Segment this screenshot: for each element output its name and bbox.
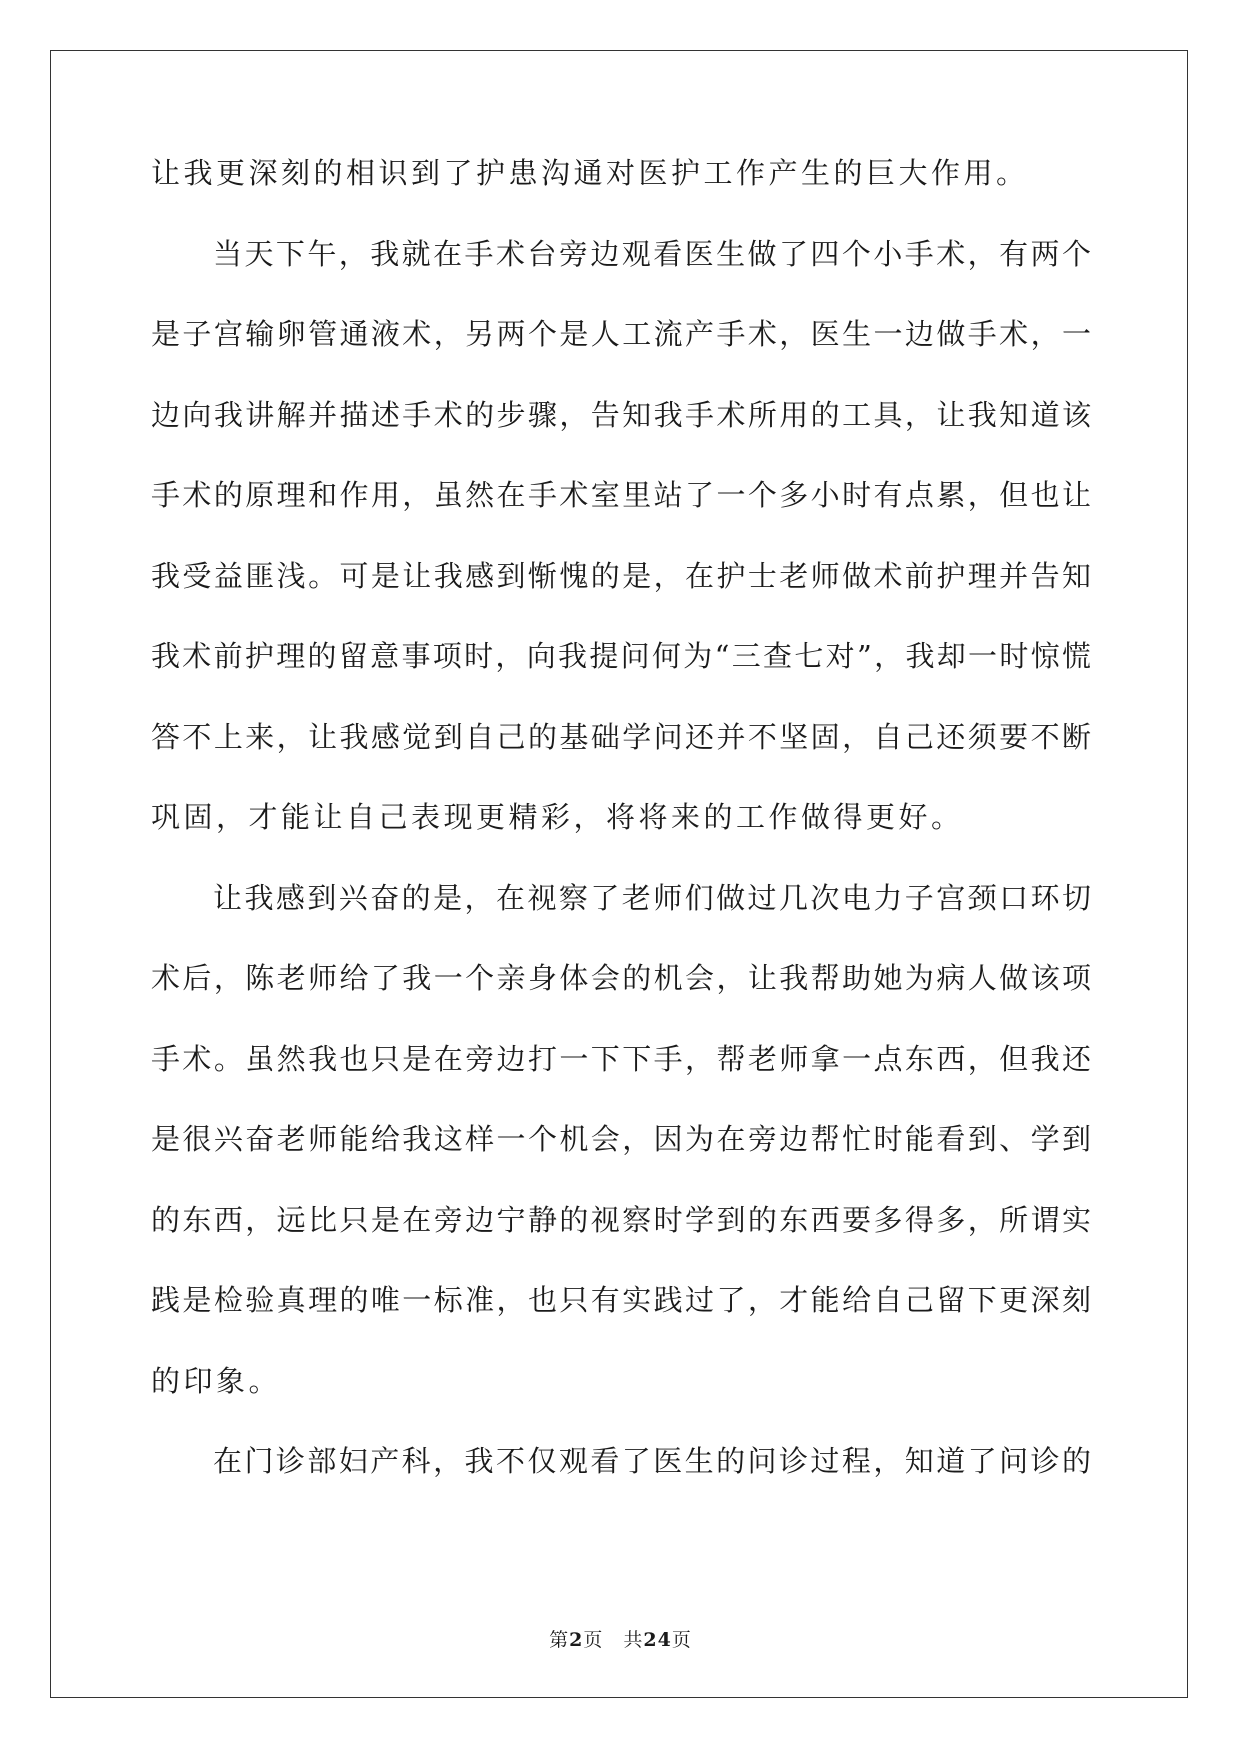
footer-suffix: 页 xyxy=(671,1629,692,1651)
text-line: 让我更深刻的相识到了护患沟通对医护工作产生的巨大作用。 xyxy=(151,156,1029,190)
text-line: 我术前护理的留意事项时，向我提问何为“三查七对”，我却一时惊慌 xyxy=(151,639,1091,673)
text-line: 手术的原理和作用，虽然在手术室里站了一个多小时有点累，但也让 xyxy=(151,478,1091,512)
text-line: 手术。虽然我也只是在旁边打一下下手，帮老师拿一点东西，但我还 xyxy=(151,1041,1091,1076)
page-footer xyxy=(0,1625,1241,1652)
total-page-count: 24 xyxy=(643,1629,672,1651)
text-line: 践是检验真理的唯一标准，也只有实践过了，才能给自己留下更深刻 xyxy=(151,1283,1091,1317)
text-line: 边向我讲解并描述手术的步骤，告知我手术所用的工具，让我知道该 xyxy=(151,397,1091,432)
text-line: 是很兴奋老师能给我这样一个机会，因为在旁边帮忙时能看到、学到 xyxy=(151,1122,1091,1156)
text-line: 让我感到兴奋的是，在视察了老师们做过几次电力子宫颈口环切 xyxy=(213,880,1091,915)
footer-prefix: 第 xyxy=(549,1629,570,1651)
footer-mid: 页 共 xyxy=(583,1629,644,1651)
text-line: 的东西，远比只是在旁边宁静的视察时学到的东西要多得多，所谓实 xyxy=(151,1202,1091,1237)
current-page-number: 2 xyxy=(569,1629,584,1651)
text-line: 在门诊部妇产科，我不仅观看了医生的问诊过程，知道了问诊的 xyxy=(213,1444,1091,1478)
text-line: 当天下午，我就在手术台旁边观看医生做了四个小手术，有两个 xyxy=(213,236,1091,271)
text-line: 是子宫输卵管通液术，另两个是人工流产手术，医生一边做手术，一 xyxy=(151,317,1091,351)
document-body xyxy=(151,153,1091,1522)
text-line: 术后，陈老师给了我一个亲身体会的机会，让我帮助她为病人做该项 xyxy=(151,961,1091,995)
text-line: 答不上来，让我感觉到自己的基础学问还并不坚固，自己还须要不断 xyxy=(151,719,1091,754)
text-line: 的印象。 xyxy=(151,1363,282,1398)
text-line: 巩固，才能让自己表现更精彩，将将来的工作做得更好。 xyxy=(151,800,964,834)
text-line: 我受益匪浅。可是让我感到惭愧的是，在护士老师做术前护理并告知 xyxy=(151,558,1091,593)
